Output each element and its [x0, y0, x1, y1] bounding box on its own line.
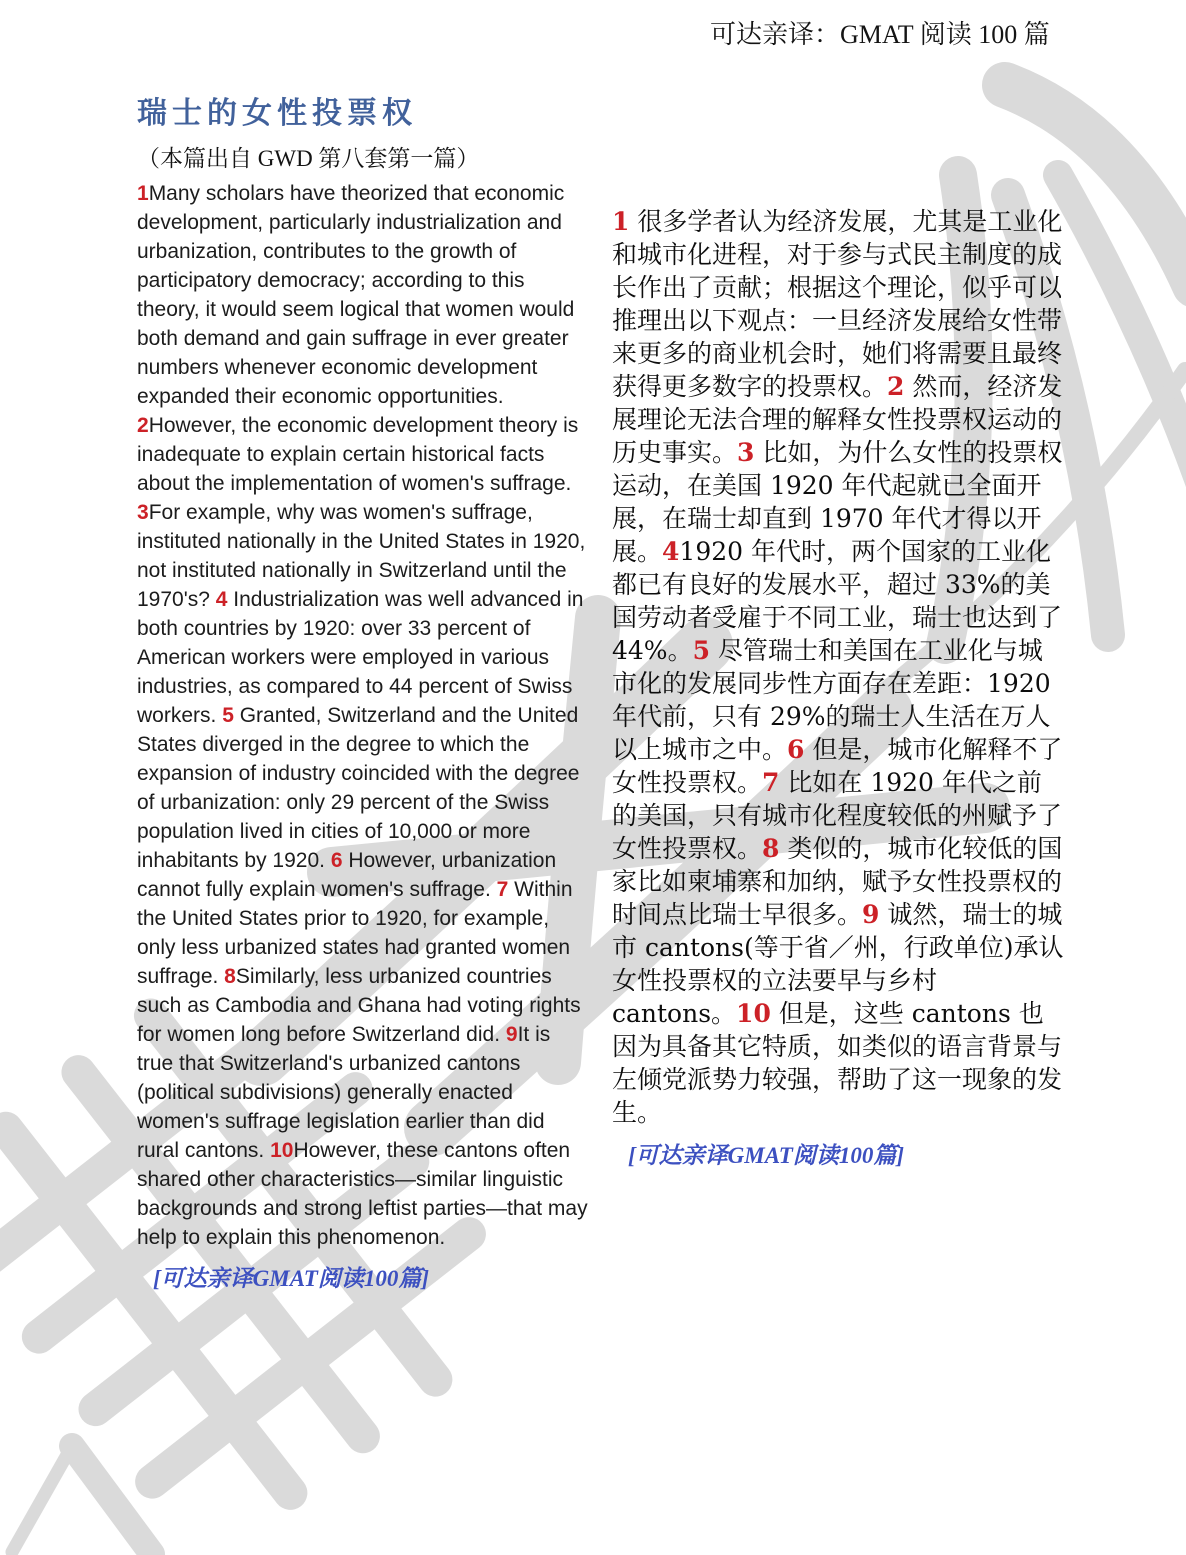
sentence-marker: 4 [215, 588, 228, 611]
sentence-marker: 2 [887, 372, 905, 401]
english-passage [137, 179, 589, 1252]
sentence-marker: 3 [137, 501, 149, 524]
sentence-text: It is true that Switzerland's urbanized cantons (political subdivisions) generally enacted women's suffrage legislation earlier than did rural cantons. [137, 1023, 551, 1162]
sentence-marker: 8 [224, 965, 236, 988]
sentence-text: However, these cantons often shared other characteristics—similar linguistic backgrounds and strong leftist parties—that may help to explain this phenomenon. [137, 1139, 588, 1249]
english-footer-tag: [可达亲译GMAT阅读100篇] [153, 1266, 429, 1291]
sentence-marker: 4 [662, 537, 680, 566]
page-header: 可达亲译：GMAT 阅读 100 篇 [710, 20, 1050, 49]
article-subtitle: （本篇出自 GWD 第八套第一篇） [137, 146, 480, 171]
sentence-marker: 5 [692, 636, 710, 665]
sentence-marker: 1 [612, 207, 630, 236]
chinese-footer-tag: [可达亲译GMAT阅读100篇] [628, 1143, 904, 1168]
sentence-marker: 3 [737, 438, 755, 467]
chinese-passage [612, 205, 1064, 1129]
article-title: 瑞士的女性投票权 [137, 96, 417, 131]
sentence-text: For example, why was women's suffrage, instituted nationally in the United States in 1920, not instituted nationally in Switzerland until the 1970's? [137, 501, 586, 611]
sentence-text: 但是，城市化解释不了女性投票权。 [612, 735, 1063, 797]
sentence-text: 但是，这些 cantons 也因为具备其它特质，如类似的语言背景与左倾党派势力较强，帮助了这一现象的发生。 [612, 999, 1063, 1127]
sentence-text: 诚然，瑞士的城市 cantons(等于省／州，行政单位)承认女性投票权的立法要早与乡村 cantons。 [612, 900, 1064, 1028]
sentence-text: 然而，经济发展理论无法合理的解释女性投票权运动的历史事实。 [612, 372, 1063, 467]
sentence-marker: 10 [736, 999, 771, 1028]
sentence-marker: 5 [222, 704, 234, 727]
sentence-marker: 10 [270, 1139, 294, 1162]
sentence-marker: 7 [496, 878, 509, 901]
chinese-column [612, 205, 1064, 1170]
sentence-text: 1920 年代时，两个国家的工业化都已有良好的发展水平，超过 33%的美国劳动者受雇于不同工业，瑞士也达到了 44%。 [612, 537, 1063, 665]
sentence-text: Granted, Switzerland and the United States diverged in the degree to which the expansion of industry coincided with the degree of urbanization: only 29 percent of the Swiss population lived in cities of 10,000 or more inhabitants by 1920. [137, 704, 580, 872]
sentence-text: Similarly, less urbanized countries such as Cambodia and Ghana had voting rights for women long before Switzerland did. [137, 965, 581, 1046]
sentence-text: Within the United States prior to 1920, for example, only less urbanized states had granted women suffrage. [137, 878, 573, 988]
sentence-text: 比如在 1920 年代之前的美国，只有城市化程度较低的州赋予了女性投票权。 [612, 768, 1063, 863]
sentence-text: 类似的，城市化较低的国家比如柬埔寨和加纳，赋予女性投票权的时间点比瑞士早很多。 [612, 834, 1063, 929]
sentence-text: However, urbanization cannot fully explain women's suffrage. [137, 849, 557, 901]
sentence-marker: 1 [137, 182, 149, 205]
sentence-marker: 9 [862, 900, 880, 929]
sentence-marker: 9 [505, 1023, 518, 1046]
sentence-marker: 6 [787, 735, 805, 764]
sentence-text: However, the economic development theory is inadequate to explain certain historical facts about the implementation of women's suffrage. [137, 414, 579, 495]
english-column [137, 88, 589, 1293]
sentence-marker: 6 [330, 849, 343, 872]
sentence-marker: 8 [762, 834, 780, 863]
sentence-marker: 2 [137, 414, 149, 437]
sentence-text: Many scholars have theorized that economic development, particularly industrialization and urbanization, contributes to the growth of participatory democracy; according to this theory, it would seem logical that women would both demand and gain suffrage in ever greater numbers whenever economic development expanded their economic opportunities. [137, 182, 575, 408]
sentence-marker: 7 [762, 768, 780, 797]
sentence-text: Industrialization was well advanced in both countries by 1920: over 33 percent of American workers were employed in various industries, as compared to 44 percent of Swiss workers. [137, 588, 584, 727]
sentence-text: 尽管瑞士和美国在工业化与城市化的发展同步性方面存在差距：1920 年代前，只有 29%的瑞士人生活在万人以上城市之中。 [612, 636, 1051, 764]
sentence-text: 很多学者认为经济发展，尤其是工业化和城市化进程，对于参与式民主制度的成长作出了贡献；根据这个理论，似乎可以推理出以下观点：一旦经济发展给女性带来更多的商业机会时，她们将需要且最终获得更多数字的投票权。 [612, 207, 1063, 401]
sentence-text: 比如，为什么女性的投票权运动，在美国 1920 年代起就已全面开展，在瑞士却直到 1970 年代才得以开展。 [612, 438, 1063, 566]
